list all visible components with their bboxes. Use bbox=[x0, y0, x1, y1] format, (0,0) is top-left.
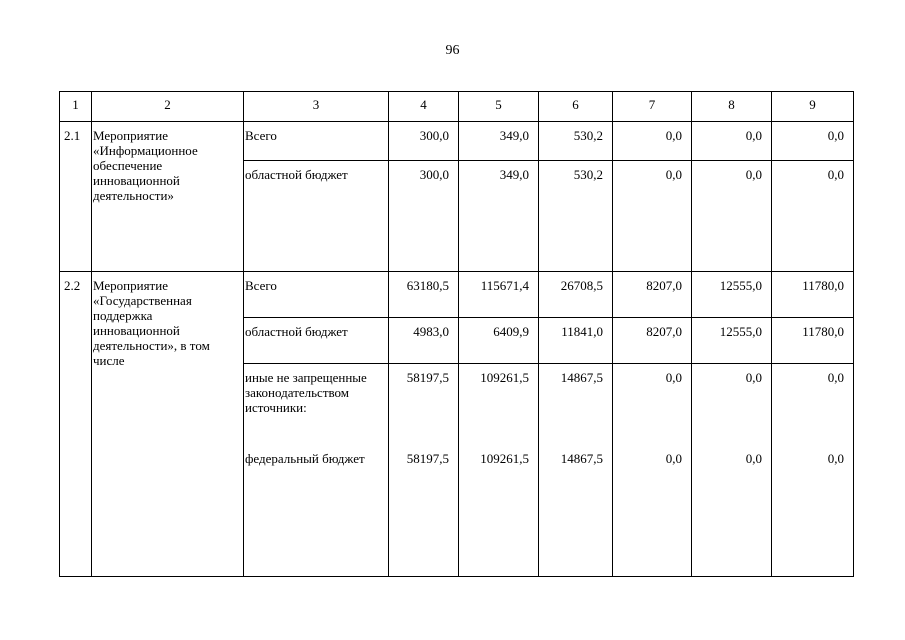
header-cell: 4 bbox=[389, 92, 459, 122]
header-row bbox=[60, 92, 854, 122]
value-cell: 6409,9 bbox=[459, 318, 539, 364]
value-cell: 530,2 bbox=[539, 122, 613, 161]
value-cell: 0,0 bbox=[772, 445, 854, 577]
value-cell: 11841,0 bbox=[539, 318, 613, 364]
source-cell: Всего bbox=[244, 122, 389, 161]
section-name: Мероприятие «Информационное обеспечение инновационной деятельности» bbox=[92, 122, 244, 272]
header-cell: 8 bbox=[692, 92, 772, 122]
value-cell: 530,2 bbox=[539, 161, 613, 272]
value-cell: 0,0 bbox=[692, 364, 772, 445]
value-cell: 349,0 bbox=[459, 161, 539, 272]
value-cell: 109261,5 bbox=[459, 364, 539, 445]
value-cell: 26708,5 bbox=[539, 272, 613, 318]
value-cell: 11780,0 bbox=[772, 272, 854, 318]
value-cell: 0,0 bbox=[613, 122, 692, 161]
value-cell: 0,0 bbox=[613, 364, 692, 445]
value-cell: 11780,0 bbox=[772, 318, 854, 364]
value-cell: 0,0 bbox=[772, 364, 854, 445]
table-row bbox=[60, 122, 854, 161]
source-cell: федеральный бюджет bbox=[244, 445, 389, 577]
value-cell: 115671,4 bbox=[459, 272, 539, 318]
value-cell: 109261,5 bbox=[459, 445, 539, 577]
value-cell: 4983,0 bbox=[389, 318, 459, 364]
value-cell: 0,0 bbox=[692, 161, 772, 272]
value-cell: 14867,5 bbox=[539, 364, 613, 445]
section-name: Мероприятие «Государственная поддержка инновационной деятельности», в том числе bbox=[92, 272, 244, 577]
header-cell: 2 bbox=[92, 92, 244, 122]
header-cell: 1 bbox=[60, 92, 92, 122]
header-cell: 5 bbox=[459, 92, 539, 122]
value-cell: 58197,5 bbox=[389, 445, 459, 577]
value-cell: 58197,5 bbox=[389, 364, 459, 445]
value-cell: 14867,5 bbox=[539, 445, 613, 577]
value-cell: 12555,0 bbox=[692, 318, 772, 364]
value-cell: 0,0 bbox=[613, 161, 692, 272]
header-cell: 6 bbox=[539, 92, 613, 122]
value-cell: 8207,0 bbox=[613, 318, 692, 364]
value-cell: 0,0 bbox=[772, 161, 854, 272]
value-cell: 349,0 bbox=[459, 122, 539, 161]
page-number: 96 bbox=[445, 43, 460, 58]
header-cell: 3 bbox=[244, 92, 389, 122]
value-cell: 300,0 bbox=[389, 161, 459, 272]
value-cell: 63180,5 bbox=[389, 272, 459, 318]
source-cell: областной бюджет bbox=[244, 318, 389, 364]
value-cell: 0,0 bbox=[692, 445, 772, 577]
value-cell: 12555,0 bbox=[692, 272, 772, 318]
source-cell: областной бюджет bbox=[244, 161, 389, 272]
value-cell: 0,0 bbox=[692, 122, 772, 161]
header-cell: 7 bbox=[613, 92, 692, 122]
value-cell: 0,0 bbox=[772, 122, 854, 161]
value-cell: 8207,0 bbox=[613, 272, 692, 318]
value-cell: 0,0 bbox=[613, 445, 692, 577]
source-cell: Всего bbox=[244, 272, 389, 318]
section-index: 2.1 bbox=[60, 122, 92, 272]
header-cell: 9 bbox=[772, 92, 854, 122]
section-index: 2.2 bbox=[60, 272, 92, 577]
budget-table bbox=[59, 91, 854, 577]
value-cell: 300,0 bbox=[389, 122, 459, 161]
source-cell: иные не запрещенные законодательством источники: bbox=[244, 364, 389, 445]
table-row bbox=[60, 272, 854, 318]
